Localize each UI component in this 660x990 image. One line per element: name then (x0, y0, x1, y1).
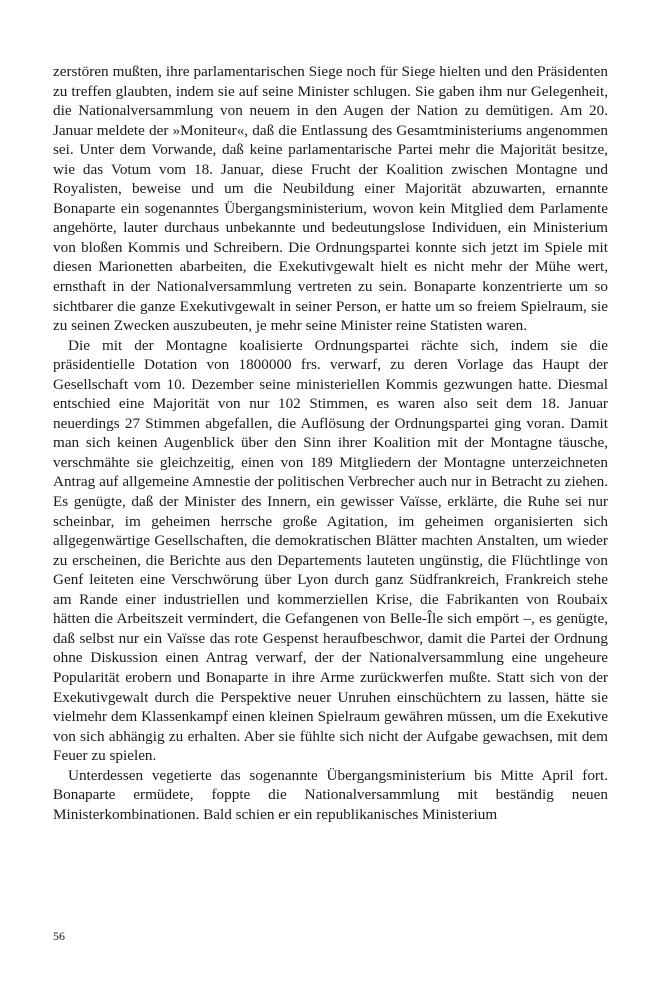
paragraph-2: Die mit der Montagne koalisierte Ordnungspartei rächte sich, indem sie die präsidentielle Dotation von 1800000 frs. verwarf, zu deren Vorlage das Haupt der Gesellschaft vom 10. Dezember seine ministeriellen Kommis gezwungen hatte. Diesmal entschied eine Majorität von nur 102 Stimmen, es waren also seit dem 18. Januar neuerdings 27 Stimmen abgefallen, die Auflösung der Ordnungspartei ging voran. Damit man sich keinen Augenblick über den Sinn ihrer Koalition mit der Montagne täusche, verschmähte sie gleichzeitig, einen von 189 Mitgliedern der Montagne unterzeichneten Antrag auf allgemeine Amnestie der politischen Verbrecher auch nur in Betracht zu ziehen. Es genügte, daß der Minister des Innern, ein gewisser Vaïsse, erklärte, die Ruhe sei nur scheinbar, im geheimen herrsche große Agitation, im geheimen organisierten sich allgegenwärtige Gesellschaften, die demokratischen Blätter machten Anstalten, um wieder zu erscheinen, die Berichte aus den Departements lauteten ungünstig, die Flüchtlinge von Genf leiteten eine Verschwörung über Lyon durch ganz Südfrankreich, Frankreich stehe am Rande einer industriellen und kommerziellen Krise, die Fabrikanten von Roubaix hätten die Arbeitszeit vermindert, die Gefangenen von Belle-Île sich empört –, es genügte, daß selbst nur ein Vaïsse das rote Gespenst heraufbeschwor, damit die Partei der Ordnung ohne Diskussion einen Antrag verwarf, der der Nationalversammlung eine ungeheure Popularität erobern und Bonaparte in ihre Arme zurückwerfen mußte. Statt sich von der Exekutivgewalt durch die Perspektive neuer Unruhen einschüchtern zu lassen, hätte sie vielmehr dem Klassenkampf einen kleinen Spielraum gewähren müssen, um die Exekutive von sich abhängig zu erhalten. Aber sie fühlte sich nicht der Aufgabe gewachsen, mit dem Feuer zu spielen. (53, 336, 608, 765)
page-number: 56 (53, 929, 65, 943)
paragraph-3: Unterdessen vegetierte das sogenannte Übergangsministerium bis Mitte April fort. Bonaparte ermüdete, foppte die Nationalversammlung mit beständig neuen Ministerkombinationen. Bald schien er ein republikanisches Ministerium (53, 766, 608, 823)
paragraph-1: zerstören mußten, ihre parlamentarischen Siege noch für Siege hielten und den Präsidenten zu treffen glaubten, indem sie auf seine Minister schlugen. Sie gaben ihm nur Gelegenheit, die Nationalversammlung von neuem in den Augen der Nation zu demütigen. Am 20. Januar meldete der »Moniteur«, daß die Entlassung des Gesamtministeriums angenommen sei. Unter dem Vorwande, daß keine parlamentarische Partei mehr die Majorität besitze, wie das Votum vom 18. Januar, diese Frucht der Koalition zwischen Montagne und Royalisten, beweise und um die Neubildung einer Majorität abzuwarten, ernannte Bonaparte ein sogenanntes Übergangsministerium, wovon kein Mitglied dem Parlamente angehörte, lauter durchaus unbekannte und bedeutungslose Individuen, ein Ministerium von bloßen Kommis und Schreibern. Die Ordnungspartei konnte sich jetzt im Spiele mit diesen Marionetten abarbeiten, die Exekutivgewalt hielt es nicht mehr der Mühe wert, ernsthaft in der Nationalversammlung vertreten zu sein. Bonaparte konzentrierte um so sichtbarer die ganze Exekutivgewalt in seiner Person, er hatte um so freiem Spielraum, sie zu seinen Zwecken auszubeuten, je mehr seine Minister reine Statisten waren. (53, 63, 608, 335)
page-body (53, 62, 608, 824)
